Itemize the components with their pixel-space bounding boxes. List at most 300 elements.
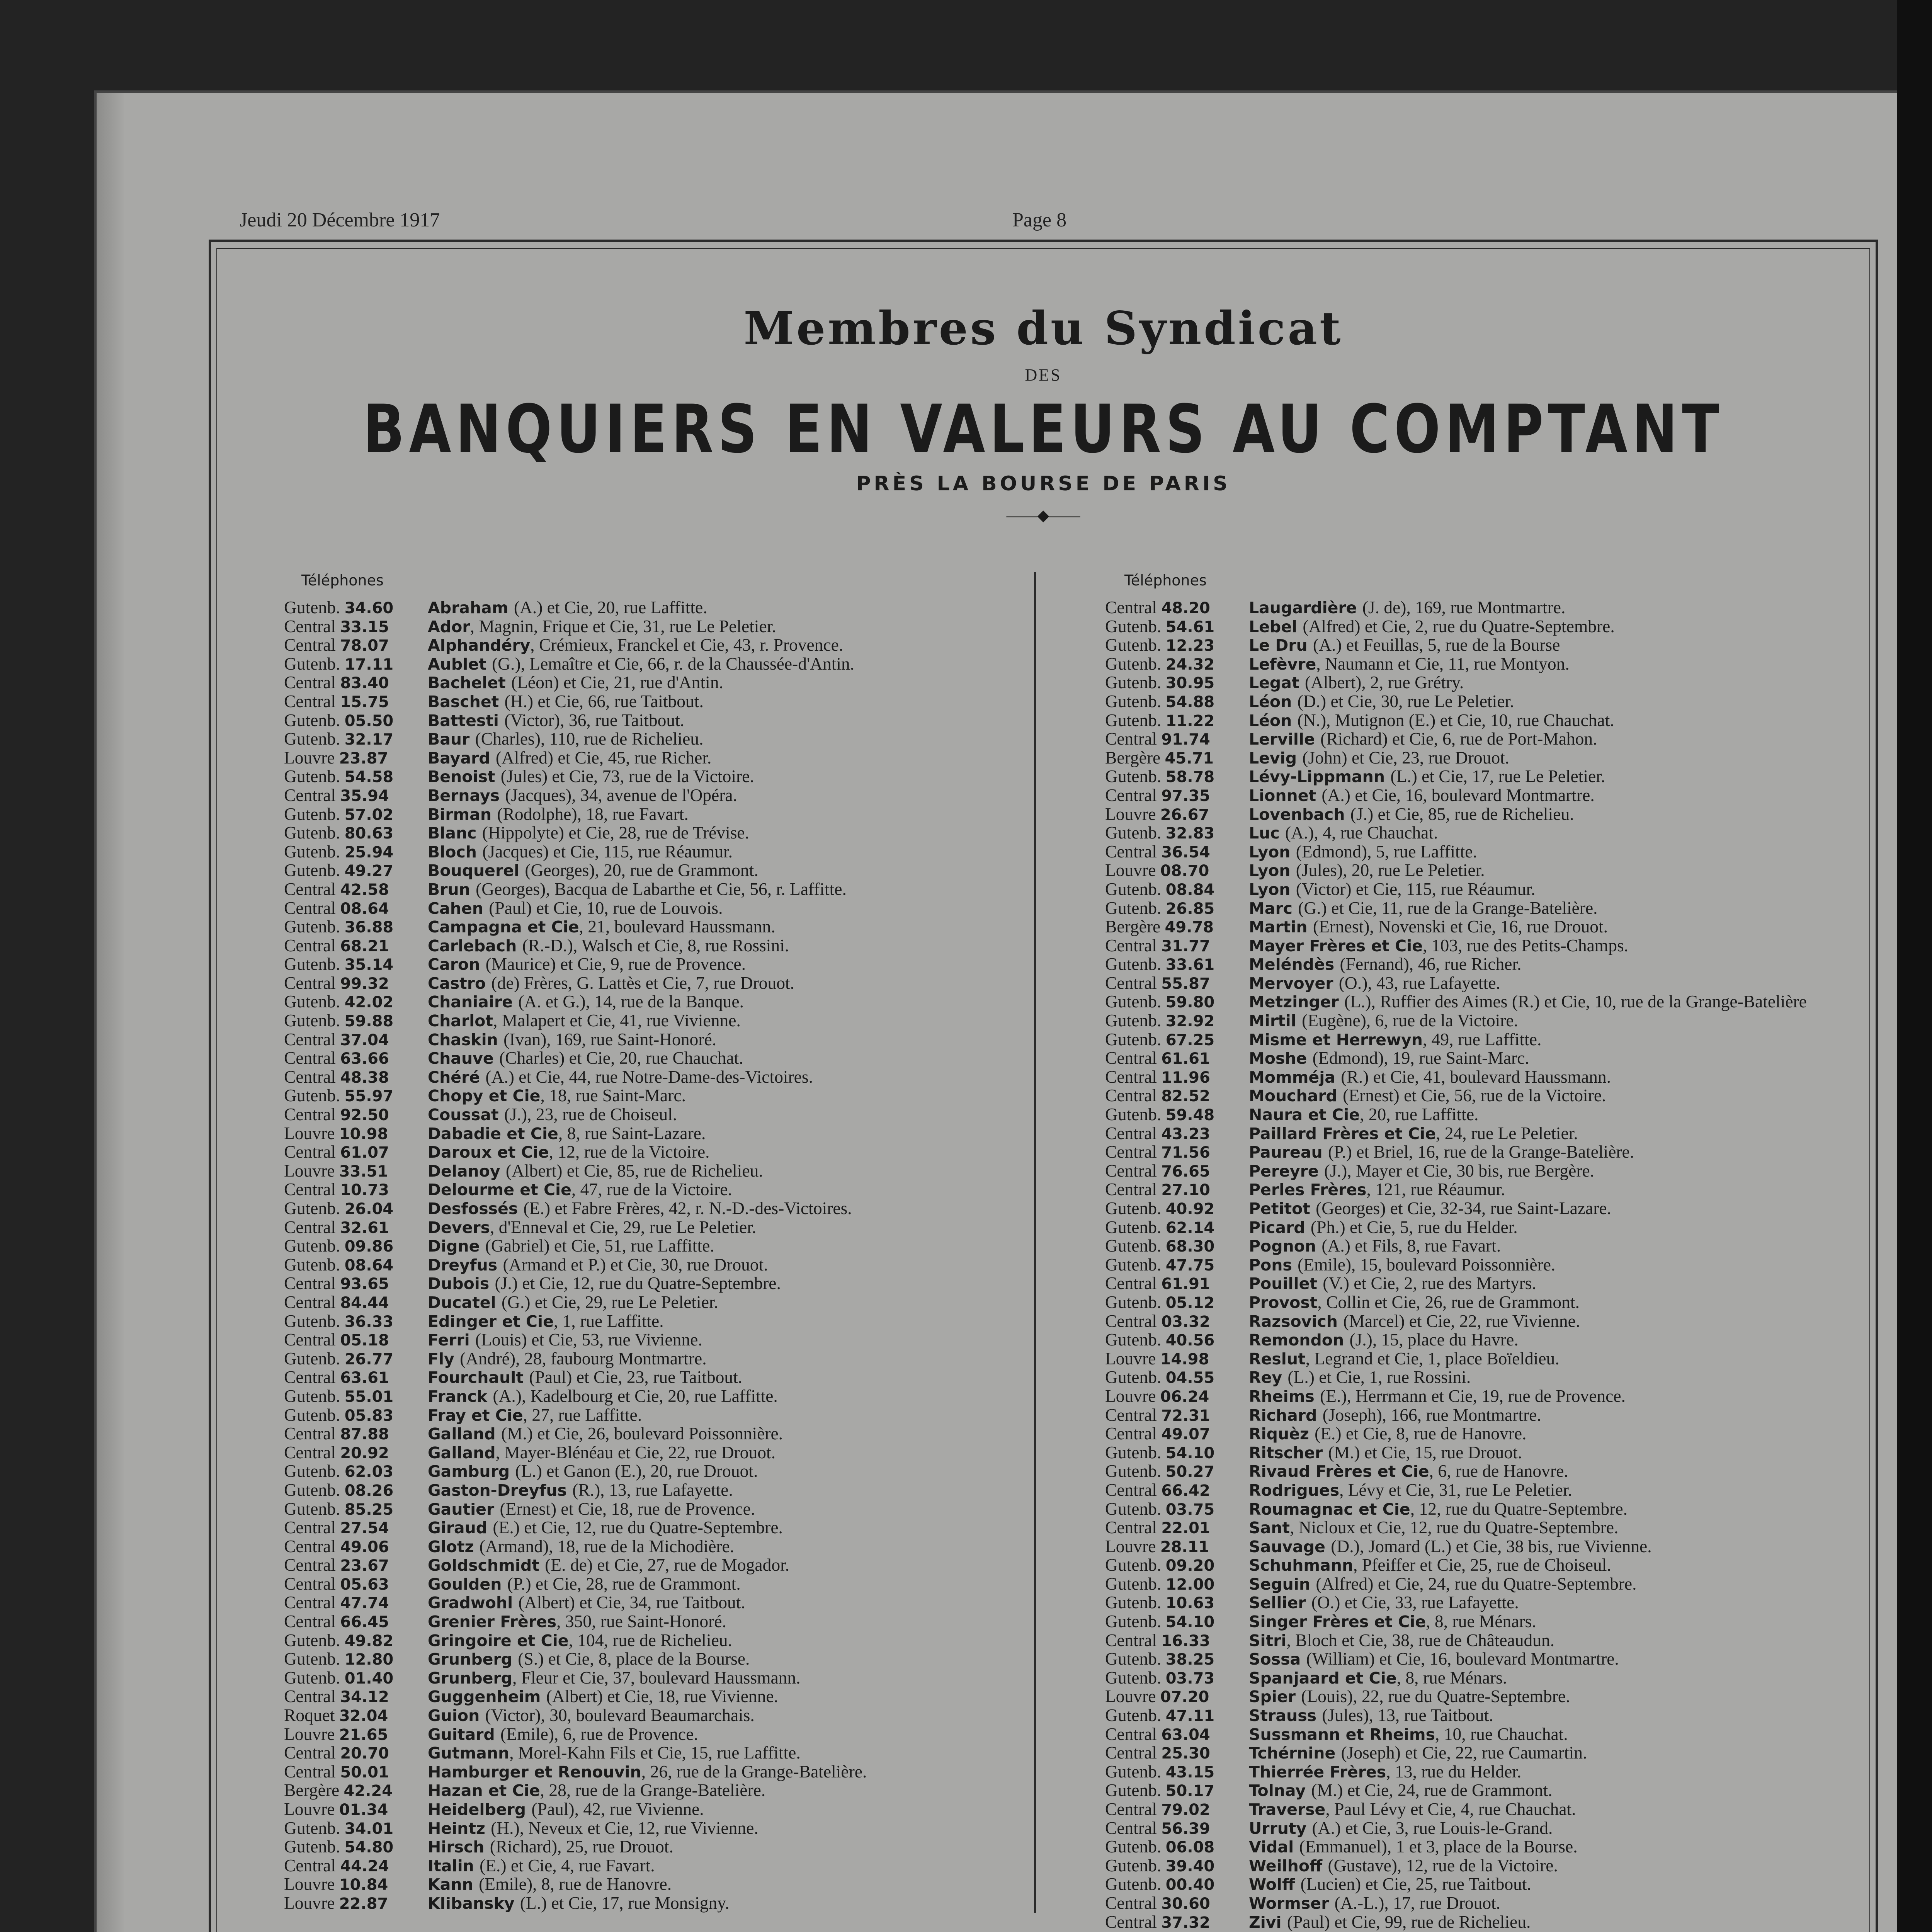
member-row xyxy=(1105,936,1859,955)
member-name: Grenier Frères, 350, rue Saint-Honoré. xyxy=(428,1612,726,1631)
member-row xyxy=(1105,655,1859,673)
member-name: Aublet (G.), Lemaître et Cie, 66, r. de la Chaussée-d'Antin. xyxy=(428,654,855,673)
member-row xyxy=(284,1762,1018,1781)
member-phone: Gutenb. 12.23 xyxy=(1105,636,1215,655)
member-name: Dabadie et Cie, 8, rue Saint-Lazare. xyxy=(428,1124,706,1143)
member-row xyxy=(284,1856,1018,1875)
member-name: Gradwohl (Albert) et Cie, 34, rue Taitbout. xyxy=(428,1593,745,1612)
member-row xyxy=(284,786,1018,805)
member-phone: Louvre 08.70 xyxy=(1105,861,1209,880)
issue-date: Jeudi 20 Décembre 1917 xyxy=(240,209,440,231)
member-row xyxy=(284,917,1018,936)
member-phone: Gutenb. 10.63 xyxy=(1105,1593,1215,1612)
member-name: Cahen (Paul) et Cie, 10, rue de Louvois. xyxy=(428,898,723,918)
member-name: Léon (N.), Mutignon (E.) et Cie, 10, rue Chauchat. xyxy=(1249,711,1614,730)
member-row xyxy=(284,1687,1018,1706)
member-phone: Central 32.61 xyxy=(284,1218,389,1237)
member-row xyxy=(284,1349,1018,1368)
member-row xyxy=(1105,1406,1859,1425)
member-name: Birman (Rodolphe), 18, rue Favart. xyxy=(428,804,689,824)
member-row xyxy=(1105,1913,1859,1932)
member-phone: Gutenb. 59.48 xyxy=(1105,1105,1215,1124)
member-name: Pons (Emile), 15, boulevard Poissonnière. xyxy=(1249,1255,1556,1274)
member-row xyxy=(1105,1781,1859,1800)
member-phone: Central 92.50 xyxy=(284,1105,389,1124)
member-name: Carlebach (R.-D.), Walsch et Cie, 8, rue Rossini. xyxy=(428,936,789,955)
member-phone: Gutenb. 03.73 xyxy=(1105,1668,1215,1687)
member-phone: Central 37.04 xyxy=(284,1030,389,1049)
member-phone: Central 10.73 xyxy=(284,1180,389,1199)
member-row xyxy=(1105,861,1859,880)
member-name: Luc (A.), 4, rue Chauchat. xyxy=(1249,823,1438,842)
member-row xyxy=(1105,1687,1859,1706)
member-row xyxy=(1105,1481,1859,1500)
member-name: Sellier (O.) et Cie, 33, rue Lafayette. xyxy=(1249,1593,1519,1612)
member-name: Bayard (Alfred) et Cie, 45, rue Richer. xyxy=(428,748,712,767)
member-phone: Gutenb. 80.63 xyxy=(284,823,394,842)
member-phone: Gutenb. 47.75 xyxy=(1105,1255,1215,1274)
member-name: Hamburger et Renouvin, 26, rue de la Grange-Batelière. xyxy=(428,1762,867,1781)
member-name: Sussmann et Rheims, 10, rue Chauchat. xyxy=(1249,1725,1568,1744)
member-name: Rodrigues, Lévy et Cie, 31, rue Le Peletier. xyxy=(1249,1480,1572,1500)
member-row xyxy=(1105,1537,1859,1556)
member-name: Lebel (Alfred) et Cie, 2, rue du Quatre-Septembre. xyxy=(1249,617,1615,636)
member-row xyxy=(1105,1443,1859,1462)
member-row xyxy=(284,1743,1018,1762)
member-name: Levig (John) et Cie, 23, rue Drouot. xyxy=(1249,748,1510,767)
member-name: Mervoyer (O.), 43, rue Lafayette. xyxy=(1249,973,1500,993)
title-bourse: PRÈS LA BOURSE DE PARIS xyxy=(856,472,1231,495)
member-row xyxy=(1105,786,1859,805)
member-name: Grunberg, Fleur et Cie, 37, boulevard Haussmann. xyxy=(428,1668,801,1687)
member-name: Lévy-Lippmann (L.) et Cie, 17, rue Le Peletier. xyxy=(1249,767,1605,786)
member-phone: Central 43.23 xyxy=(1105,1124,1210,1143)
member-phone: Gutenb. 05.12 xyxy=(1105,1293,1215,1312)
member-row xyxy=(284,692,1018,711)
member-phone: Central 68.21 xyxy=(284,936,389,955)
member-phone: Central 25.30 xyxy=(1105,1743,1210,1762)
member-name: Castro (de) Frères, G. Lattès et Cie, 7, rue Drouot. xyxy=(428,973,795,993)
member-phone: Louvre 33.51 xyxy=(284,1161,388,1180)
member-row xyxy=(1105,823,1859,842)
member-name: Lionnet (A.) et Cie, 16, boulevard Montmartre. xyxy=(1249,786,1595,805)
member-phone: Central 15.75 xyxy=(284,692,389,711)
member-row xyxy=(284,1255,1018,1274)
member-row xyxy=(284,805,1018,824)
member-row xyxy=(1105,1424,1859,1443)
member-name: Zivi (Paul) et Cie, 99, rue de Richelieu. xyxy=(1249,1912,1531,1932)
member-row xyxy=(1105,1274,1859,1293)
member-phone: Gutenb. 01.40 xyxy=(284,1668,394,1687)
member-name: Chéré (A.) et Cie, 44, rue Notre-Dame-des-Victoires. xyxy=(428,1067,813,1087)
member-phone: Central 48.38 xyxy=(284,1067,389,1087)
member-name: Klibansky (L.) et Cie, 17, rue Monsigny. xyxy=(428,1893,730,1913)
member-name: Sauvage (D.), Jomard (L.) et Cie, 38 bis, rue Vivienne. xyxy=(1249,1537,1652,1556)
member-row xyxy=(1105,1218,1859,1237)
member-row xyxy=(284,1706,1018,1725)
member-phone: Central 27.54 xyxy=(284,1518,389,1537)
member-row xyxy=(1105,1199,1859,1218)
member-name: Marc (G.) et Cie, 11, rue de la Grange-Batelière. xyxy=(1249,898,1598,918)
member-phone: Gutenb. 47.11 xyxy=(1105,1706,1215,1725)
member-phone: Gutenb. 34.01 xyxy=(284,1818,394,1838)
member-row xyxy=(284,861,1018,880)
member-phone: Central 33.15 xyxy=(284,617,389,636)
member-name: Sossa (William) et Cie, 16, boulevard Montmartre. xyxy=(1249,1650,1619,1668)
member-name: Sant, Nicloux et Cie, 12, rue du Quatre-Septembre. xyxy=(1249,1518,1619,1537)
member-phone: Central 87.88 xyxy=(284,1424,389,1443)
member-phone: Gutenb. 54.61 xyxy=(1105,617,1215,636)
member-row xyxy=(1105,1575,1859,1594)
member-phone: Gutenb. 08.84 xyxy=(1105,879,1215,899)
member-phone: Central 66.42 xyxy=(1105,1480,1210,1500)
member-name: Laugardière (J. de), 169, rue Montmartre. xyxy=(1249,598,1566,617)
member-name: Coussat (J.), 23, rue de Choiseul. xyxy=(428,1105,677,1124)
members-list-left xyxy=(284,598,1018,1913)
member-row xyxy=(1105,1105,1859,1124)
member-name: Razsovich (Marcel) et Cie, 22, rue Vivienne. xyxy=(1249,1311,1580,1331)
member-phone: Gutenb. 06.08 xyxy=(1105,1837,1215,1856)
member-name: Lyon (Edmond), 5, rue Laffitte. xyxy=(1249,842,1477,861)
member-name: Ritscher (M.) et Cie, 15, rue Drouot. xyxy=(1249,1443,1522,1462)
member-row xyxy=(1105,636,1859,655)
member-row xyxy=(1105,955,1859,974)
member-phone: Gutenb. 50.27 xyxy=(1105,1462,1215,1481)
member-row xyxy=(284,1199,1018,1218)
member-row xyxy=(284,1462,1018,1481)
member-phone: Gutenb. 49.27 xyxy=(284,861,394,880)
member-name: Picard (Ph.) et Cie, 5, rue du Helder. xyxy=(1249,1218,1518,1237)
member-name: Baschet (H.) et Cie, 66, rue Taitbout. xyxy=(428,692,704,711)
member-row xyxy=(284,992,1018,1011)
title-des: DES xyxy=(1025,366,1062,384)
member-name: Gautier (Ernest) et Cie, 18, rue de Provence. xyxy=(428,1499,755,1519)
member-row xyxy=(1105,899,1859,918)
member-phone: Bergère 49.78 xyxy=(1105,917,1214,936)
member-name: Wormser (A.-L.), 17, rue Drouot. xyxy=(1249,1893,1501,1913)
member-name: Digne (Gabriel) et Cie, 51, rue Laffitte. xyxy=(428,1236,714,1255)
member-name: Roumagnac et Cie, 12, rue du Quatre-Septembre. xyxy=(1249,1499,1628,1519)
member-name: Heidelberg (Paul), 42, rue Vivienne. xyxy=(428,1800,704,1819)
member-row xyxy=(1105,880,1859,899)
member-phone: Central 97.35 xyxy=(1105,786,1210,805)
member-row xyxy=(284,636,1018,655)
member-row xyxy=(284,1781,1018,1800)
member-name: Baur (Charles), 110, rue de Richelieu. xyxy=(428,730,704,748)
member-row xyxy=(1105,1894,1859,1913)
member-phone: Central 20.92 xyxy=(284,1443,389,1462)
member-row xyxy=(1105,1255,1859,1274)
member-phone: Gutenb. 40.92 xyxy=(1105,1199,1215,1218)
member-phone: Central 79.02 xyxy=(1105,1800,1210,1819)
member-phone: Gutenb. 33.61 xyxy=(1105,955,1215,974)
member-phone: Central 82.52 xyxy=(1105,1086,1210,1105)
member-phone: Gutenb. 17.11 xyxy=(284,654,394,673)
member-name: Moshe (Edmond), 19, rue Saint-Marc. xyxy=(1249,1049,1529,1068)
member-phone: Central 37.32 xyxy=(1105,1912,1210,1932)
member-name: Blanc (Hippolyte) et Cie, 28, rue de Trévise. xyxy=(428,823,749,842)
member-name: Heintz (H.), Neveux et Cie, 12, rue Vivienne. xyxy=(428,1818,759,1838)
member-row xyxy=(284,767,1018,786)
member-row xyxy=(284,1612,1018,1631)
member-name: Rey (L.) et Cie, 1, rue Rossini. xyxy=(1249,1368,1471,1387)
member-row xyxy=(1105,1650,1859,1668)
member-row xyxy=(1105,1706,1859,1725)
member-phone: Central 48.20 xyxy=(1105,598,1210,617)
page-edge xyxy=(97,93,124,1932)
member-row xyxy=(284,1068,1018,1087)
member-name: Meléndès (Fernand), 46, rue Richer. xyxy=(1249,955,1522,974)
member-row xyxy=(1105,1180,1859,1199)
member-phone: Central 66.45 xyxy=(284,1612,389,1631)
member-phone: Gutenb. 55.01 xyxy=(284,1386,394,1406)
member-phone: Central 84.44 xyxy=(284,1293,389,1312)
member-row xyxy=(1105,917,1859,936)
member-row xyxy=(1105,1819,1859,1838)
member-name: Galland (M.) et Cie, 26, boulevard Poissonnière. xyxy=(428,1424,783,1443)
member-name: Battesti (Victor), 36, rue Taitbout. xyxy=(428,711,685,730)
member-phone: Central 99.32 xyxy=(284,973,389,993)
member-row xyxy=(284,1800,1018,1819)
member-phone: Gutenb. 62.03 xyxy=(284,1462,394,1481)
member-row xyxy=(1105,1500,1859,1519)
member-phone: Central 71.56 xyxy=(1105,1143,1210,1162)
member-phone: Gutenb. 43.15 xyxy=(1105,1762,1215,1781)
member-row xyxy=(284,1143,1018,1162)
member-row xyxy=(284,1162,1018,1180)
member-phone: Gutenb. 62.14 xyxy=(1105,1218,1215,1237)
member-name: Bernays (Jacques), 34, avenue de l'Opéra. xyxy=(428,786,737,805)
title-membres: Membres du Syndicat xyxy=(743,301,1343,355)
title-ornament: ——◆—— xyxy=(1006,507,1080,524)
member-phone: Gutenb. 67.25 xyxy=(1105,1030,1215,1049)
member-phone: Central 49.06 xyxy=(284,1537,389,1556)
member-phone: Central 78.07 xyxy=(284,636,389,655)
member-row xyxy=(284,711,1018,730)
member-name: Mouchard (Ernest) et Cie, 56, rue de la Victoire. xyxy=(1249,1086,1606,1105)
member-name: Italin (E.) et Cie, 4, rue Favart. xyxy=(428,1856,655,1875)
member-row xyxy=(1105,1462,1859,1481)
member-name: Gringoire et Cie, 104, rue de Richelieu. xyxy=(428,1631,732,1650)
member-phone: Gutenb. 59.80 xyxy=(1105,992,1215,1012)
member-phone: Central 23.67 xyxy=(284,1556,389,1575)
members-list-right xyxy=(1105,598,1859,1931)
member-name: Edinger et Cie, 1, rue Laffitte. xyxy=(428,1311,664,1331)
member-row xyxy=(284,1105,1018,1124)
member-name: Léon (D.) et Cie, 30, rue Le Peletier. xyxy=(1249,692,1514,711)
member-row xyxy=(284,1894,1018,1913)
telephones-label-left: Téléphones xyxy=(301,572,384,589)
member-phone: Bergère 42.24 xyxy=(284,1781,393,1800)
member-row xyxy=(1105,1143,1859,1162)
member-phone: Louvre 22.87 xyxy=(284,1893,388,1913)
member-phone: Central 27.10 xyxy=(1105,1180,1210,1199)
member-phone: Central 63.04 xyxy=(1105,1725,1210,1744)
member-phone: Central 63.61 xyxy=(284,1368,389,1387)
page-number: Page 8 xyxy=(1012,209,1067,231)
member-phone: Gutenb. 26.77 xyxy=(284,1349,394,1368)
member-name: Chopy et Cie, 18, rue Saint-Marc. xyxy=(428,1086,686,1105)
member-phone: Central 16.33 xyxy=(1105,1631,1210,1650)
member-name: Lerville (Richard) et Cie, 6, rue de Port-Mahon. xyxy=(1249,730,1597,748)
member-row xyxy=(1105,767,1859,786)
member-phone: Central 47.74 xyxy=(284,1593,389,1612)
member-name: Ador, Magnin, Frique et Cie, 31, rue Le Peletier. xyxy=(428,617,776,636)
member-name: Goulden (P.) et Cie, 28, rue de Grammont. xyxy=(428,1574,741,1594)
member-name: Petitot (Georges) et Cie, 32-34, rue Saint-Lazare. xyxy=(1249,1199,1611,1218)
member-name: Paureau (P.) et Briel, 16, rue de la Grange-Batelière. xyxy=(1249,1143,1634,1162)
member-row xyxy=(1105,842,1859,861)
member-row xyxy=(284,1481,1018,1500)
member-row xyxy=(1105,1312,1859,1331)
member-name: Hazan et Cie, 28, rue de la Grange-Batelière. xyxy=(428,1781,766,1800)
member-name: Tchérnine (Joseph) et Cie, 22, rue Caumartin. xyxy=(1249,1743,1587,1762)
member-phone: Central 08.64 xyxy=(284,898,389,918)
member-row xyxy=(284,617,1018,636)
member-row xyxy=(284,1293,1018,1312)
member-name: Caron (Maurice) et Cie, 9, rue de Provence. xyxy=(428,955,746,974)
member-row xyxy=(284,655,1018,673)
member-phone: Gutenb. 68.30 xyxy=(1105,1236,1215,1255)
member-phone: Central 61.61 xyxy=(1105,1049,1210,1068)
member-row xyxy=(284,1650,1018,1668)
member-phone: Gutenb. 00.40 xyxy=(1105,1875,1215,1894)
member-phone: Gutenb. 39.40 xyxy=(1105,1856,1215,1875)
member-name: Chauve (Charles) et Cie, 20, rue Chauchat. xyxy=(428,1049,743,1068)
member-name: Gamburg (L.) et Ganon (E.), 20, rue Drouot. xyxy=(428,1462,758,1481)
member-phone: Central 22.01 xyxy=(1105,1518,1210,1537)
member-phone: Gutenb. 26.04 xyxy=(284,1199,394,1218)
member-row xyxy=(1105,1875,1859,1894)
member-row xyxy=(284,1180,1018,1199)
member-row xyxy=(1105,1743,1859,1762)
member-phone: Gutenb. 11.22 xyxy=(1105,711,1215,730)
member-phone: Gutenb. 08.26 xyxy=(284,1480,394,1500)
member-name: Guion (Victor), 30, boulevard Beaumarchais. xyxy=(428,1706,755,1725)
member-name: Galland, Mayer-Blénéau et Cie, 22, rue Drouot. xyxy=(428,1443,776,1462)
member-name: Naura et Cie, 20, rue Laffitte. xyxy=(1249,1105,1479,1124)
member-name: Delourme et Cie, 47, rue de la Victoire. xyxy=(428,1180,732,1199)
member-phone: Central 72.31 xyxy=(1105,1405,1210,1425)
member-phone: Gutenb. 55.97 xyxy=(284,1086,394,1105)
member-name: Martin (Ernest), Novenski et Cie, 16, rue Drouot. xyxy=(1249,917,1608,936)
member-phone: Central 11.96 xyxy=(1105,1067,1210,1087)
member-row xyxy=(284,1387,1018,1406)
member-name: Glotz (Armand), 18, rue de la Michodière. xyxy=(428,1537,735,1556)
member-row xyxy=(1105,1631,1859,1650)
member-row xyxy=(284,1500,1018,1519)
member-phone: Gutenb. 32.17 xyxy=(284,730,394,748)
member-phone: Central 76.65 xyxy=(1105,1161,1210,1180)
member-phone: Gutenb. 54.88 xyxy=(1105,692,1215,711)
member-row xyxy=(284,1236,1018,1255)
member-phone: Central 61.07 xyxy=(284,1143,389,1162)
member-row xyxy=(1105,1725,1859,1744)
member-row xyxy=(284,1049,1018,1068)
member-phone: Louvre 01.34 xyxy=(284,1800,388,1819)
member-row xyxy=(1105,711,1859,730)
member-row xyxy=(284,955,1018,974)
member-phone: Gutenb. 12.80 xyxy=(284,1650,394,1668)
member-name: Richard (Joseph), 166, rue Montmartre. xyxy=(1249,1405,1541,1425)
member-phone: Gutenb. 04.55 xyxy=(1105,1368,1215,1387)
scan-background xyxy=(1897,0,1932,1932)
member-row xyxy=(1105,1668,1859,1687)
member-name: Momméja (R.) et Cie, 41, boulevard Haussmann. xyxy=(1249,1067,1611,1087)
member-phone: Gutenb. 38.25 xyxy=(1105,1650,1215,1668)
member-phone: Louvre 10.98 xyxy=(284,1124,388,1143)
member-phone: Gutenb. 36.33 xyxy=(284,1311,394,1331)
member-name: Lyon (Victor) et Cie, 115, rue Réaumur. xyxy=(1249,879,1536,899)
member-row xyxy=(284,1875,1018,1894)
member-name: Rheims (E.), Herrmann et Cie, 19, rue de Provence. xyxy=(1249,1386,1626,1406)
title-banquiers: BANQUIERS EN VALEURS AU COMPTANT xyxy=(363,390,1724,468)
member-row xyxy=(284,1725,1018,1744)
member-phone: Louvre 26.67 xyxy=(1105,804,1209,824)
member-name: Devers, d'Enneval et Cie, 29, rue Le Peletier. xyxy=(428,1218,757,1237)
member-name: Alphandéry, Crémieux, Franckel et Cie, 43, r. Provence. xyxy=(428,636,844,655)
member-row xyxy=(284,823,1018,842)
member-row xyxy=(1105,1612,1859,1631)
member-phone: Gutenb. 85.25 xyxy=(284,1499,394,1519)
member-phone: Central 83.40 xyxy=(284,673,389,692)
member-row xyxy=(284,598,1018,617)
member-phone: Louvre 06.24 xyxy=(1105,1386,1209,1406)
member-row xyxy=(1105,1800,1859,1819)
member-name: Charlot, Malapert et Cie, 41, rue Vivienne. xyxy=(428,1011,741,1030)
member-row xyxy=(1105,1293,1859,1312)
member-row xyxy=(1105,805,1859,824)
member-name: Bachelet (Léon) et Cie, 21, rue d'Antin. xyxy=(428,673,723,692)
member-row xyxy=(284,673,1018,692)
member-phone: Gutenb. 49.82 xyxy=(284,1631,394,1650)
member-name: Mirtil (Eugène), 6, rue de la Victoire. xyxy=(1249,1011,1518,1030)
member-name: Le Dru (A.) et Feuillas, 5, rue de la Bourse xyxy=(1249,636,1560,655)
member-phone: Central 44.24 xyxy=(284,1856,389,1875)
member-name: Thierrée Frères, 13, rue du Helder. xyxy=(1249,1762,1522,1781)
member-phone: Gutenb. 08.64 xyxy=(284,1255,394,1274)
member-name: Traverse, Paul Lévy et Cie, 4, rue Chauchat. xyxy=(1249,1800,1576,1819)
member-phone: Gutenb. 32.83 xyxy=(1105,823,1215,842)
member-row xyxy=(1105,1330,1859,1349)
member-row xyxy=(1105,974,1859,993)
member-name: Schuhmann, Pfeiffer et Cie, 25, rue de Choiseul. xyxy=(1249,1556,1611,1575)
member-row xyxy=(1105,748,1859,767)
member-phone: Central 49.07 xyxy=(1105,1424,1210,1443)
member-phone: Gutenb. 30.95 xyxy=(1105,673,1215,692)
member-name: Lyon (Jules), 20, rue Le Peletier. xyxy=(1249,861,1485,880)
member-name: Urruty (A.) et Cie, 3, rue Louis-le-Grand. xyxy=(1249,1818,1553,1838)
member-phone: Gutenb. 54.10 xyxy=(1105,1612,1215,1631)
member-phone: Gutenb. 12.00 xyxy=(1105,1574,1215,1594)
member-name: Ducatel (G.) et Cie, 29, rue Le Peletier. xyxy=(428,1293,718,1312)
member-phone: Central 93.65 xyxy=(284,1274,389,1293)
member-phone: Gutenb. 09.20 xyxy=(1105,1556,1215,1575)
member-phone: Gutenb. 34.60 xyxy=(284,598,394,617)
member-phone: Louvre 14.98 xyxy=(1105,1349,1209,1368)
member-row xyxy=(284,1668,1018,1687)
telephones-label-right: Téléphones xyxy=(1124,572,1207,589)
member-name: Rivaud Frères et Cie, 6, rue de Hanovre. xyxy=(1249,1462,1568,1481)
member-name: Sitri, Bloch et Cie, 38, rue de Châteaudun. xyxy=(1249,1631,1555,1650)
member-row xyxy=(1105,1762,1859,1781)
member-name: Riquèz (E.) et Cie, 8, rue de Hanovre. xyxy=(1249,1424,1527,1443)
member-phone: Gutenb. 09.86 xyxy=(284,1236,394,1255)
member-row xyxy=(1105,1086,1859,1105)
member-name: Lefèvre, Naumann et Cie, 11, rue Montyon. xyxy=(1249,654,1570,673)
member-name: Singer Frères et Cie, 8, rue Ménars. xyxy=(1249,1612,1536,1631)
member-phone: Central 31.77 xyxy=(1105,936,1210,955)
